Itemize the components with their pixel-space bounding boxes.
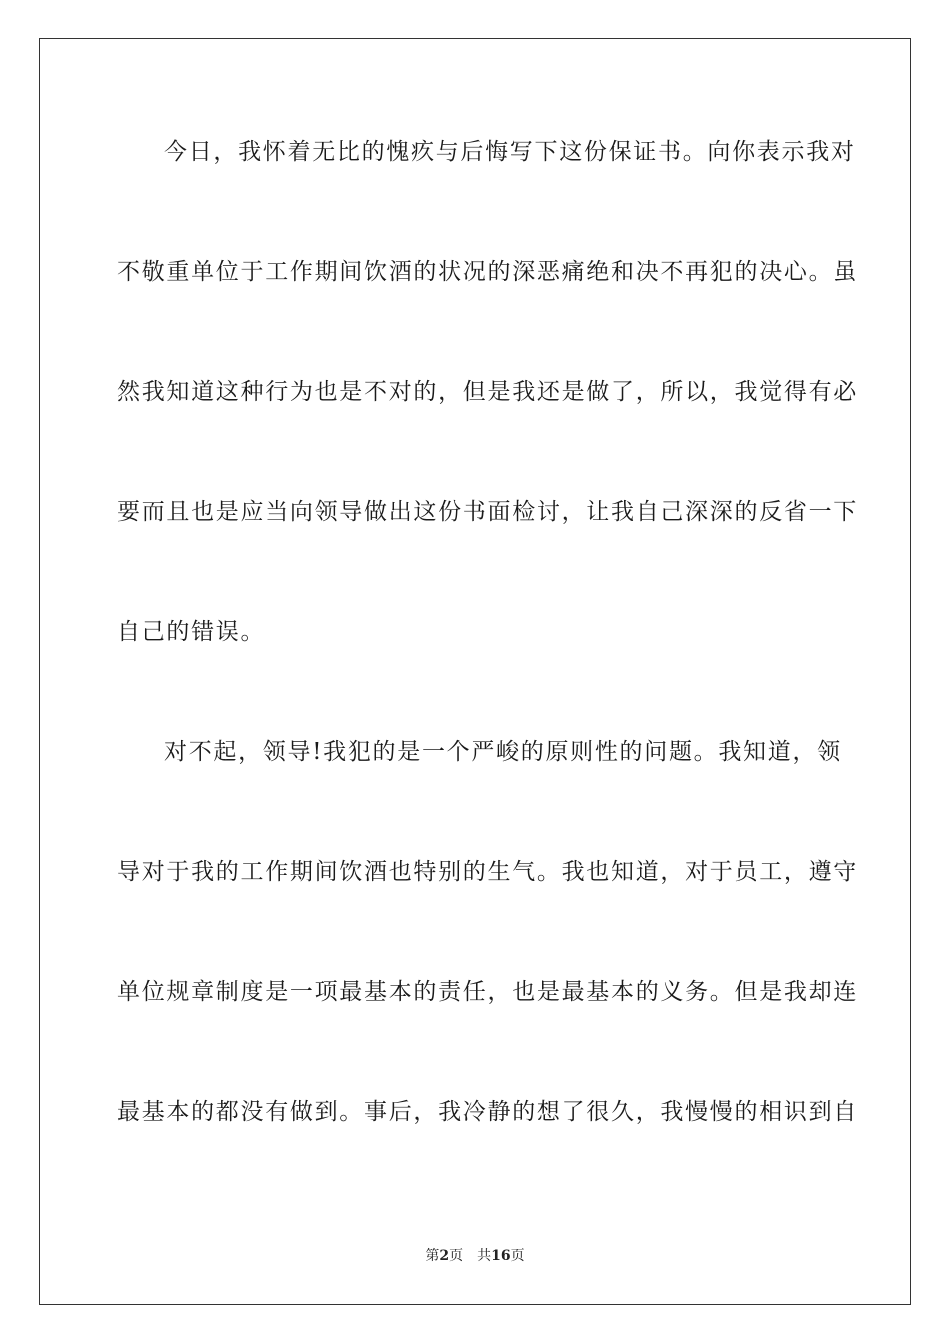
paragraph-2-line-1: 对不起，领导!我犯的是一个严峻的原则性的问题。我知道，领 — [164, 739, 842, 765]
paragraph-1-line-3: 然我知道这种行为也是不对的，但是我还是做了，所以，我觉得有必 — [117, 379, 858, 405]
page-number: 第2页 — [425, 1248, 464, 1264]
paragraph-1-line-2: 不敬重单位于工作期间饮酒的状况的深恶痛绝和决不再犯的决心。虽 — [117, 259, 858, 285]
paragraph-1-line-1: 今日，我怀着无比的愧疚与后悔写下这份保证书。向你表示我对 — [164, 139, 856, 165]
page-total: 共16页 — [477, 1248, 525, 1264]
page-footer — [0, 1247, 950, 1265]
paragraph-2-line-3: 单位规章制度是一项最基本的责任，也是最基本的义务。但是我却连 — [117, 979, 858, 1005]
paragraph-2-line-2: 导对于我的工作期间饮酒也特别的生气。我也知道，对于员工，遵守 — [117, 859, 858, 885]
paragraph-1-line-4: 要而且也是应当向领导做出这份书面检讨，让我自己深深的反省一下 — [117, 499, 858, 525]
paragraph-2-line-4: 最基本的都没有做到。事后，我冷静的想了很久，我慢慢的相识到自 — [117, 1099, 858, 1125]
paragraph-1-line-5: 自己的错误。 — [117, 619, 266, 645]
